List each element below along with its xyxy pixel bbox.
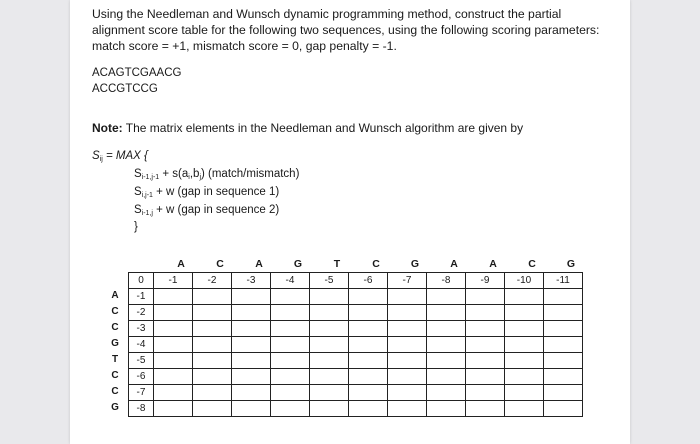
table-empty-cell bbox=[427, 337, 466, 353]
table-header-cell: -6 bbox=[349, 273, 388, 289]
sequence-2: ACCGTCCG bbox=[92, 83, 158, 95]
table-empty-cell bbox=[544, 289, 583, 305]
row-letter: G bbox=[111, 402, 119, 413]
question-line-3: match score = +1, mismatch score = 0, gap penalty = -1. bbox=[92, 39, 397, 53]
question-line-2: alignment score table for the following two sequences, using the following scoring parameters: bbox=[92, 23, 600, 37]
table-empty-cell bbox=[544, 337, 583, 353]
table-empty-cell bbox=[271, 337, 310, 353]
table-row bbox=[129, 305, 583, 321]
table-empty-cell bbox=[310, 353, 349, 369]
table-empty-cell bbox=[271, 321, 310, 337]
table-empty-cell bbox=[154, 385, 193, 401]
table-header-cell: -8 bbox=[427, 273, 466, 289]
table-empty-cell bbox=[466, 369, 505, 385]
table-empty-cell bbox=[232, 337, 271, 353]
table-header-cell: -11 bbox=[544, 273, 583, 289]
note-label: Note: bbox=[92, 121, 123, 135]
table-row bbox=[129, 321, 583, 337]
table-empty-cell bbox=[310, 337, 349, 353]
table-empty-cell bbox=[193, 289, 232, 305]
formula-term-diagonal: $S_{i-1,j-1} + s(a_i,b_j)$ (match/mismatch) bbox=[134, 168, 300, 181]
table-empty-cell bbox=[154, 369, 193, 385]
row-letter: C bbox=[111, 322, 119, 333]
table-empty-cell bbox=[388, 305, 427, 321]
table-first-column-cell: -2 bbox=[129, 305, 154, 321]
table-empty-cell bbox=[154, 289, 193, 305]
row-letter: T bbox=[111, 354, 119, 365]
table-empty-cell bbox=[349, 305, 388, 321]
column-letter: C bbox=[216, 258, 224, 270]
table-empty-cell bbox=[193, 385, 232, 401]
row-letter: C bbox=[111, 370, 119, 381]
table-empty-cell bbox=[193, 305, 232, 321]
table-first-column-cell: -1 bbox=[129, 289, 154, 305]
column-letter: A bbox=[177, 258, 185, 270]
table-first-column-cell: -6 bbox=[129, 369, 154, 385]
table-header-cell: -5 bbox=[310, 273, 349, 289]
formula-term-gap-seq1: $S_{i,j-1} + w$ (gap in sequence 1) bbox=[134, 186, 280, 199]
formula-lhs: $S_{ij}$ = MAX { bbox=[92, 150, 148, 163]
table-empty-cell bbox=[193, 353, 232, 369]
table-empty-cell bbox=[154, 401, 193, 417]
table-empty-cell bbox=[349, 321, 388, 337]
table-empty-cell bbox=[232, 353, 271, 369]
table-empty-cell bbox=[271, 353, 310, 369]
table-empty-cell bbox=[232, 321, 271, 337]
table-header-cell: -3 bbox=[232, 273, 271, 289]
table-empty-cell bbox=[388, 385, 427, 401]
table-empty-cell bbox=[232, 289, 271, 305]
table-empty-cell bbox=[505, 321, 544, 337]
column-letter: G bbox=[410, 258, 420, 270]
table-empty-cell bbox=[466, 385, 505, 401]
row-letter: C bbox=[111, 386, 119, 397]
table-empty-cell bbox=[310, 289, 349, 305]
table-empty-cell bbox=[466, 353, 505, 369]
table-empty-cell bbox=[154, 353, 193, 369]
table-header-cell: -9 bbox=[466, 273, 505, 289]
table-empty-cell bbox=[154, 305, 193, 321]
column-letter: G bbox=[566, 258, 576, 270]
row-letter: G bbox=[111, 338, 119, 349]
table-empty-cell bbox=[505, 305, 544, 321]
table-empty-cell bbox=[505, 385, 544, 401]
table-row bbox=[129, 337, 583, 353]
column-letter: C bbox=[528, 258, 536, 270]
document-page bbox=[70, 0, 630, 444]
table-empty-cell bbox=[232, 369, 271, 385]
sequence-1: ACAGTCGAACG bbox=[92, 67, 182, 79]
table-empty-cell bbox=[232, 385, 271, 401]
table-empty-cell bbox=[544, 305, 583, 321]
table-row bbox=[129, 369, 583, 385]
row-letter: A bbox=[111, 290, 119, 301]
table-empty-cell bbox=[349, 289, 388, 305]
table-empty-cell bbox=[271, 385, 310, 401]
table-empty-cell bbox=[388, 321, 427, 337]
table-empty-cell bbox=[271, 289, 310, 305]
table-empty-cell bbox=[349, 385, 388, 401]
table-empty-cell bbox=[427, 353, 466, 369]
table-header-cell: 0 bbox=[129, 273, 154, 289]
table-first-column-cell: -3 bbox=[129, 321, 154, 337]
table-row bbox=[129, 385, 583, 401]
table-empty-cell bbox=[349, 353, 388, 369]
table-empty-cell bbox=[427, 305, 466, 321]
table-empty-cell bbox=[388, 353, 427, 369]
table-row bbox=[129, 401, 583, 417]
table-empty-cell bbox=[310, 321, 349, 337]
table-empty-cell bbox=[427, 385, 466, 401]
table-empty-cell bbox=[193, 321, 232, 337]
formula-close-brace: } bbox=[134, 221, 138, 233]
note-text: The matrix elements in the Needleman and Wunsch algorithm are given by bbox=[122, 121, 524, 135]
table-empty-cell bbox=[271, 369, 310, 385]
column-letter: C bbox=[372, 258, 380, 270]
table-empty-cell bbox=[193, 369, 232, 385]
table-empty-cell bbox=[310, 385, 349, 401]
note-line bbox=[92, 121, 523, 135]
table-empty-cell bbox=[310, 401, 349, 417]
table-empty-cell bbox=[427, 321, 466, 337]
table-empty-cell bbox=[271, 305, 310, 321]
column-letter: A bbox=[450, 258, 458, 270]
table-empty-cell bbox=[505, 369, 544, 385]
column-letter: G bbox=[293, 258, 303, 270]
table-empty-cell bbox=[388, 289, 427, 305]
table-empty-cell bbox=[427, 289, 466, 305]
table-empty-cell bbox=[154, 321, 193, 337]
table-empty-cell bbox=[349, 401, 388, 417]
formula-term-gap-seq2: $S_{i-1,j} + w$ (gap in sequence 2) bbox=[134, 204, 280, 217]
table-empty-cell bbox=[271, 401, 310, 417]
table-row bbox=[129, 289, 583, 305]
table-empty-cell bbox=[427, 369, 466, 385]
table-empty-cell bbox=[544, 401, 583, 417]
table-empty-cell bbox=[193, 337, 232, 353]
table-empty-cell bbox=[505, 337, 544, 353]
table-empty-cell bbox=[232, 305, 271, 321]
table-empty-cell bbox=[544, 385, 583, 401]
table-empty-cell bbox=[427, 401, 466, 417]
table-empty-cell bbox=[466, 289, 505, 305]
table-empty-cell bbox=[310, 305, 349, 321]
table-empty-cell bbox=[505, 401, 544, 417]
table-header-cell: -1 bbox=[154, 273, 193, 289]
table-empty-cell bbox=[310, 369, 349, 385]
table-empty-cell bbox=[466, 305, 505, 321]
table-empty-cell bbox=[388, 401, 427, 417]
table-empty-cell bbox=[193, 401, 232, 417]
table-empty-cell bbox=[505, 289, 544, 305]
table-header-cell: -2 bbox=[193, 273, 232, 289]
table-first-column-cell: -5 bbox=[129, 353, 154, 369]
column-letter: A bbox=[255, 258, 263, 270]
table-first-column-cell: -8 bbox=[129, 401, 154, 417]
table-header-cell: -4 bbox=[271, 273, 310, 289]
table-empty-cell bbox=[466, 337, 505, 353]
table-empty-cell bbox=[544, 353, 583, 369]
table-empty-cell bbox=[544, 369, 583, 385]
column-letter: A bbox=[489, 258, 497, 270]
table-empty-cell bbox=[349, 337, 388, 353]
table-first-column-cell: -7 bbox=[129, 385, 154, 401]
table-empty-cell bbox=[349, 369, 388, 385]
table-empty-cell bbox=[232, 401, 271, 417]
row-letter: C bbox=[111, 306, 119, 317]
table-empty-cell bbox=[388, 369, 427, 385]
question-line-1: Using the Needleman and Wunsch dynamic programming method, construct the partial bbox=[92, 7, 562, 21]
table-empty-cell bbox=[505, 353, 544, 369]
table-empty-cell bbox=[154, 337, 193, 353]
table-empty-cell bbox=[544, 321, 583, 337]
table-header-cell: -10 bbox=[505, 273, 544, 289]
table-header-row bbox=[129, 273, 583, 289]
table-row bbox=[129, 353, 583, 369]
alignment-score-table bbox=[128, 272, 583, 417]
table-empty-cell bbox=[466, 401, 505, 417]
table-empty-cell bbox=[388, 337, 427, 353]
table-first-column-cell: -4 bbox=[129, 337, 154, 353]
column-letter: T bbox=[333, 258, 341, 270]
table-header-cell: -7 bbox=[388, 273, 427, 289]
table-empty-cell bbox=[466, 321, 505, 337]
